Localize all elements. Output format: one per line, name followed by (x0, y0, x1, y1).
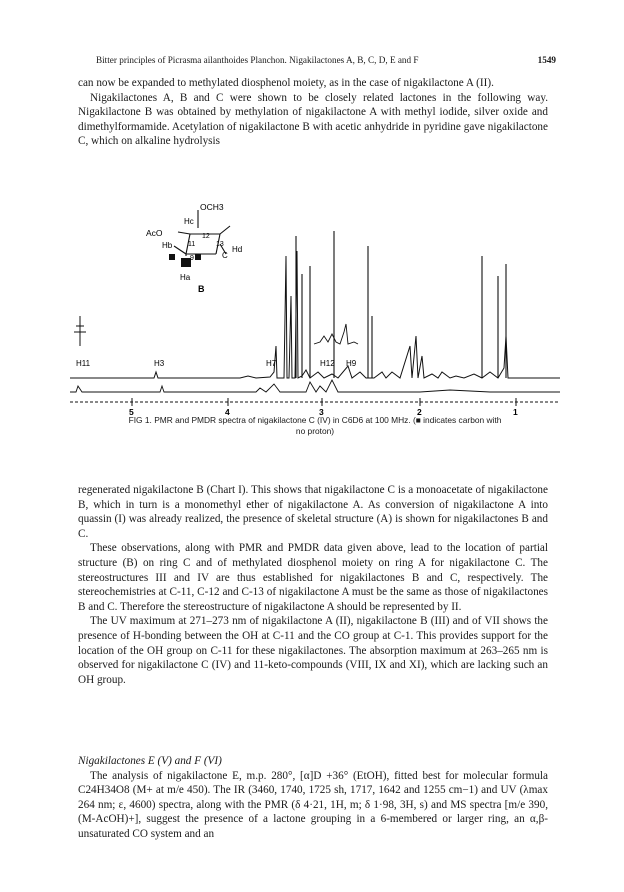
struct-label-ring-c: C (222, 251, 228, 260)
struct-label-aco: AcO (146, 228, 163, 238)
x-axis-tick-label: 2 (417, 407, 422, 416)
text-block-top (78, 76, 548, 149)
quaternary-carbon-marker (195, 254, 201, 260)
struct-label-ring-b: B (198, 284, 205, 294)
figure-caption (125, 415, 505, 437)
peak-label: H11 (76, 359, 91, 368)
peak-label: H12 (320, 359, 335, 368)
text-block-bottom (78, 754, 548, 842)
struct-label-hb: Hb (162, 241, 173, 250)
paragraph: Nigakilactones A, B and C were shown to be closely related lactones in the following way. Nigakilactone B was obtained by methylation of nigakilactone A with methyl iodide, silver oxide and dimethylformamide. Acetylation of nigakilactone B with acetic anhydride in pyridine gave nigakilactone C, which on alkaline hydrolysis (78, 91, 548, 148)
peak-label: H7 (266, 359, 277, 368)
pmdr-insert-trace (314, 324, 358, 344)
struct-label-och3: OCH3 (200, 202, 224, 212)
struct-label-ha: Ha (180, 273, 191, 282)
integration-trace (70, 380, 560, 392)
struct-label-c9: 9 (190, 255, 194, 262)
figure-caption-text: PMR and PMDR spectra of nigakilactone C (IV) in C6D6 at 100 MHz. (■ indicates carbon with no proton) (154, 415, 502, 436)
page-number: 1549 (537, 55, 556, 65)
running-head-title: Bitter principles of Picrasma ailanthoides Planchon. Nigakilactones A, B, C, D, E and F (96, 55, 419, 65)
struct-label-c11: 11 (188, 241, 196, 248)
pmr-trace (70, 251, 560, 378)
figure-label: FIG 1. (128, 415, 152, 425)
quaternary-carbon-marker (169, 254, 175, 260)
x-axis-tick-label: 3 (319, 407, 324, 416)
struct-label-c12: 12 (202, 233, 210, 240)
paragraph: regenerated nigakilactone B (Chart I). This shows that nigakilactone C is a monoacetate of nigakilactone B, which in turn is a monomethyl ether of nigakilactone A. As conversion of nigakilactone A into quassin (I) was already realized, the presence of skeletal structure (A) is shown for nigakilactones B and C. (78, 484, 548, 540)
paragraph: The analysis of nigakilactone E, m.p. 280°, [α]D +36° (EtOH), fitted best for molecular formula C24H34O8 (M+ at m/e 450). The IR (3460, 1740, 1725 sh, 1717, 1642 and 1255 cm−1) and UV (λmax 264 nm; ε, 4600) spectra, along with the PMR (δ 4·21, 1H, m; δ 1·98, 3H, s) and MS spectra [m/e 390, (M-AcOH)+], suggest the presence of a lactone grouping in a 6-membered or larger ring, an α,β-unsaturated CO system and an (78, 769, 548, 840)
x-axis-tick-label: 4 (225, 407, 230, 416)
section-heading: Nigakilactones E (V) and F (VI) (78, 755, 222, 767)
x-axis-tick-label: 1 (513, 407, 518, 416)
struct-label-c13: 13 (216, 241, 224, 248)
peak-label: H3 (154, 359, 165, 368)
paragraph: These observations, along with PMR and PMDR data given above, lead to the location of partial structure (B) on ring C and of methylated diosphenol moiety on ring A for nigakilactone C. The stereostructures III and IV are thus established for nigakilactones B and C, respectively. The stereochemistries at C-11, C-12 and C-13 of nigakilactone A must be the same as those of nigakilactones B and C. Therefore the stereostructure of nigakilactone A should be represented by II. (78, 542, 548, 613)
x-axis-tick-label: 5 (129, 407, 134, 416)
text-block-mid (78, 483, 548, 687)
struct-label-hc: Hc (184, 217, 194, 226)
peak-label: H9 (346, 359, 357, 368)
struct-label-hd: Hd (232, 245, 243, 254)
pmr-spectrum-figure (70, 196, 560, 416)
h11-multiplet (74, 316, 86, 346)
paragraph: can now be expanded to methylated diosphenol moiety, as in the case of nigakilactone A (II). (78, 77, 494, 89)
running-head (96, 55, 556, 65)
paragraph: The UV maximum at 271–273 nm of nigakilactone A (II), nigakilactone B (III) and of VII shows the presence of H-bonding between the OH at C-11 and the CO group at C-1. This provides support for the location of the OH group on C-11 for these nigakilactones. The absorption maximum at 263–265 nm is observed for nigakilactone C (IV) and 11-keto-compounds (VIII, IX and XI), which are lacking such an OH group. (78, 615, 548, 686)
